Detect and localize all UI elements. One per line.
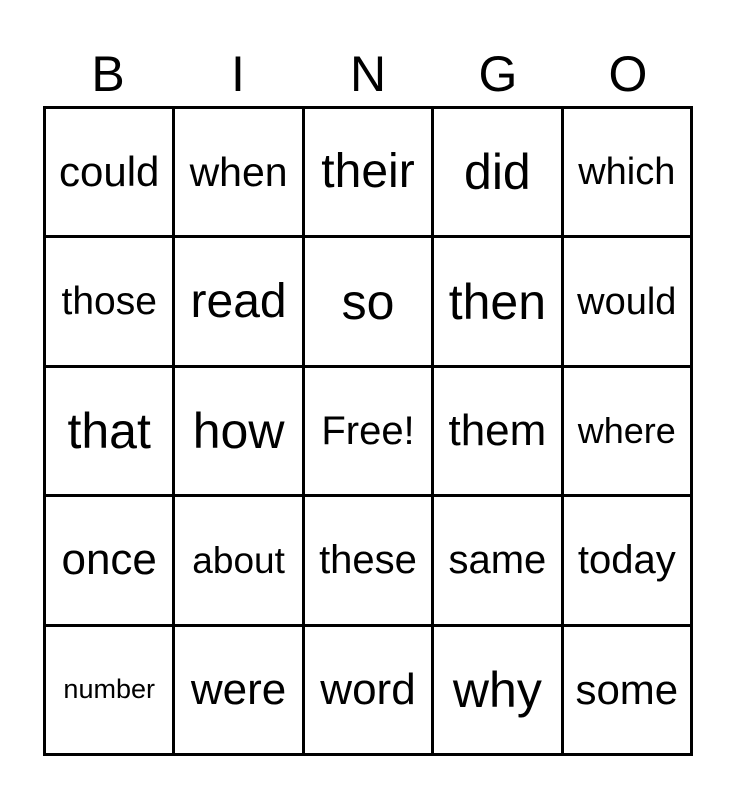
- cell-word: word: [320, 664, 416, 714]
- cell-word: would: [577, 280, 677, 323]
- bingo-board: [43, 106, 693, 756]
- bingo-cell[interactable]: [46, 238, 175, 367]
- header-letter-i: I: [231, 46, 245, 102]
- bingo-cell[interactable]: [175, 497, 304, 626]
- bingo-cell[interactable]: [434, 368, 563, 497]
- bingo-cell[interactable]: [175, 238, 304, 367]
- cell-word: these: [319, 538, 417, 583]
- cell-word: were: [190, 664, 287, 714]
- cell-word: how: [192, 402, 285, 459]
- free-space-cell[interactable]: [305, 368, 434, 497]
- cell-word: then: [448, 273, 547, 330]
- cell-word: could: [58, 148, 160, 196]
- bingo-cell[interactable]: [46, 497, 175, 626]
- cell-word: once: [61, 535, 157, 585]
- cell-word: which: [578, 151, 676, 194]
- bingo-cell[interactable]: [434, 497, 563, 626]
- cell-word: read: [190, 274, 287, 328]
- bingo-cell[interactable]: [46, 368, 175, 497]
- bingo-cell[interactable]: [564, 497, 693, 626]
- cell-word: number: [63, 674, 155, 705]
- bingo-cell[interactable]: [175, 109, 304, 238]
- bingo-cell[interactable]: [175, 627, 304, 756]
- cell-word: when: [189, 148, 288, 195]
- cell-word: where: [577, 409, 676, 451]
- bingo-cell[interactable]: [434, 627, 563, 756]
- bingo-cell[interactable]: [46, 109, 175, 238]
- cell-word: so: [341, 273, 395, 330]
- bingo-cell[interactable]: [564, 109, 693, 238]
- cell-word: same: [448, 538, 547, 583]
- header-letter-o: O: [608, 46, 648, 102]
- header-letter-n: N: [349, 46, 387, 102]
- bingo-cell[interactable]: [564, 238, 693, 367]
- bingo-cell[interactable]: [305, 109, 434, 238]
- cell-word: some: [575, 665, 679, 713]
- cell-word: today: [577, 538, 676, 583]
- cell-word: why: [452, 661, 542, 718]
- header-letter-b: B: [91, 46, 125, 102]
- bingo-cell[interactable]: [564, 627, 693, 756]
- bingo-cell[interactable]: [305, 627, 434, 756]
- cell-word: about: [192, 539, 285, 581]
- cell-word: that: [67, 402, 151, 459]
- cell-word: did: [464, 144, 531, 201]
- bingo-cell[interactable]: [305, 497, 434, 626]
- bingo-cell[interactable]: [564, 368, 693, 497]
- bingo-cell[interactable]: [305, 238, 434, 367]
- free-space-label: Free!: [321, 408, 415, 453]
- bingo-cell[interactable]: [175, 368, 304, 497]
- header-letter-g: G: [478, 46, 518, 102]
- cell-word: those: [61, 280, 157, 324]
- bingo-cell[interactable]: [434, 109, 563, 238]
- bingo-cell[interactable]: [434, 238, 563, 367]
- cell-word: them: [448, 405, 547, 455]
- bingo-cell[interactable]: [46, 627, 175, 756]
- cell-word: their: [321, 145, 415, 199]
- bingo-header: [43, 44, 693, 104]
